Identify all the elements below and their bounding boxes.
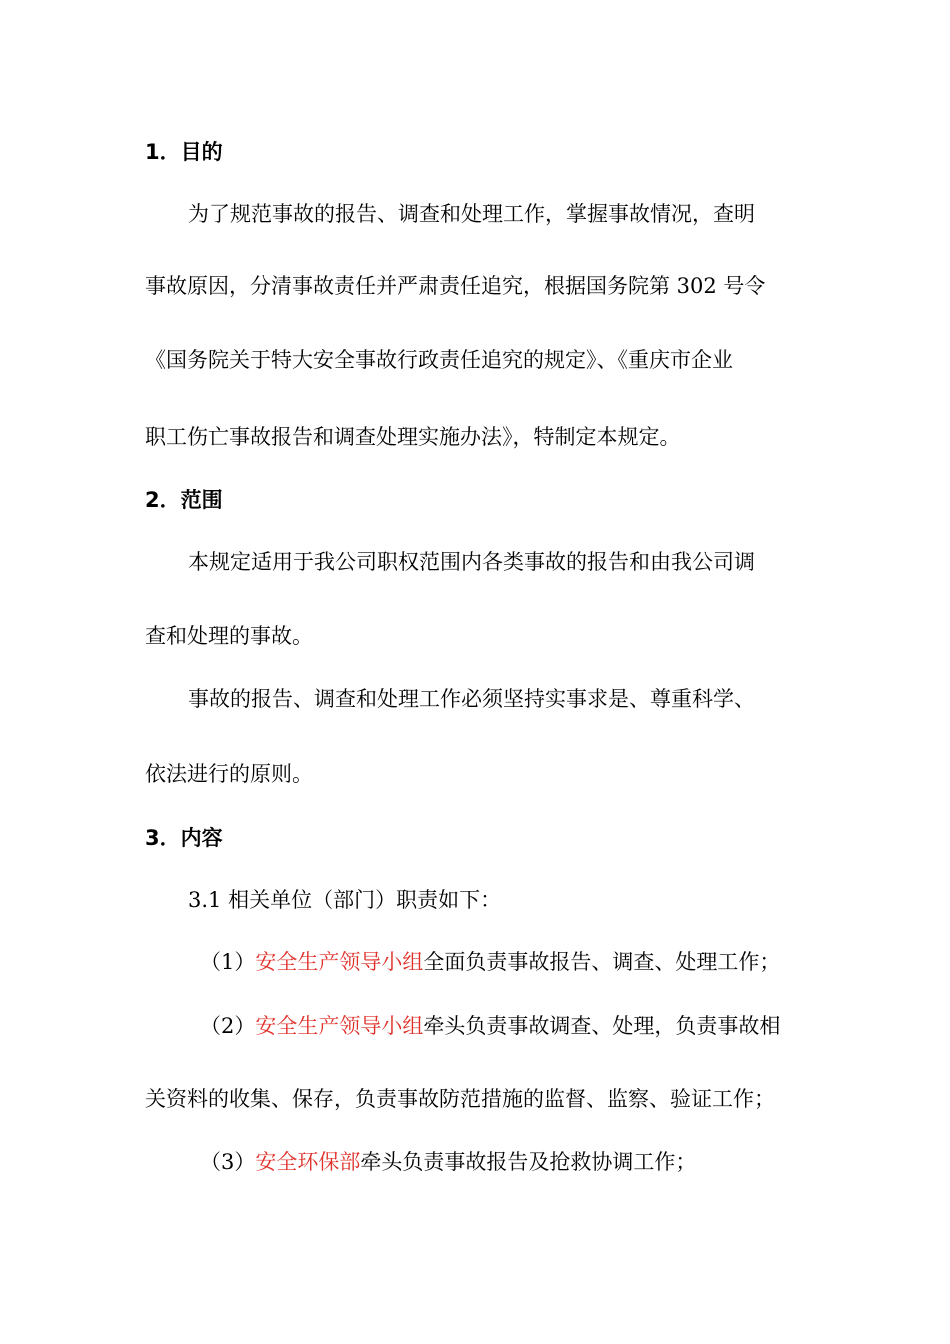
subsection-heading: 3.1 相关单位（部门）职责如下： (188, 888, 502, 912)
highlighted-unit: 安全生产领导小组 (255, 950, 424, 974)
responsibility-item (200, 1148, 696, 1176)
paragraph-line: 职工伤亡事故报告和调查处理实施办法》，特制定本规定。 (145, 425, 681, 449)
paragraph-line: 本规定适用于我公司职权范围内各类事故的报告和由我公司调 (188, 550, 755, 574)
responsibility-item (200, 1012, 780, 1040)
item-prefix: （3） (200, 1150, 256, 1174)
item-text: 牵头负责事故报告及抢救协调工作； (360, 1150, 697, 1174)
section-2-heading: 2．范围 (145, 488, 223, 512)
item-text: 全面负责事故报告、调查、处理工作； (423, 950, 781, 974)
section-3-heading: 3．内容 (145, 826, 223, 850)
responsibility-item (200, 948, 780, 976)
highlighted-unit: 安全环保部 (255, 1150, 361, 1174)
highlighted-unit: 安全生产领导小组 (255, 1014, 424, 1038)
paragraph-line: 依法进行的原则。 (145, 762, 313, 786)
paragraph-line: 事故原因，分清事故责任并严肃责任追究，根据国务院第 302 号令 (145, 274, 766, 298)
paragraph-line: 为了规范事故的报告、调查和处理工作，掌握事故情况，查明 (188, 202, 755, 226)
paragraph-line: 查和处理的事故。 (145, 624, 313, 648)
paragraph-line: 事故的报告、调查和处理工作必须坚持实事求是、尊重科学、 (188, 687, 755, 711)
item-text: 牵头负责事故调查、处理，负责事故相 (423, 1014, 781, 1038)
paragraph-line: 关资料的收集、保存，负责事故防范措施的监督、监察、验证工作； (145, 1087, 775, 1111)
item-prefix: （1） (200, 950, 256, 974)
item-prefix: （2） (200, 1014, 256, 1038)
paragraph-line: 《国务院关于特大安全事故行政责任追究的规定》、《重庆市企业 (145, 348, 733, 372)
section-1-heading: 1．目的 (145, 140, 223, 164)
